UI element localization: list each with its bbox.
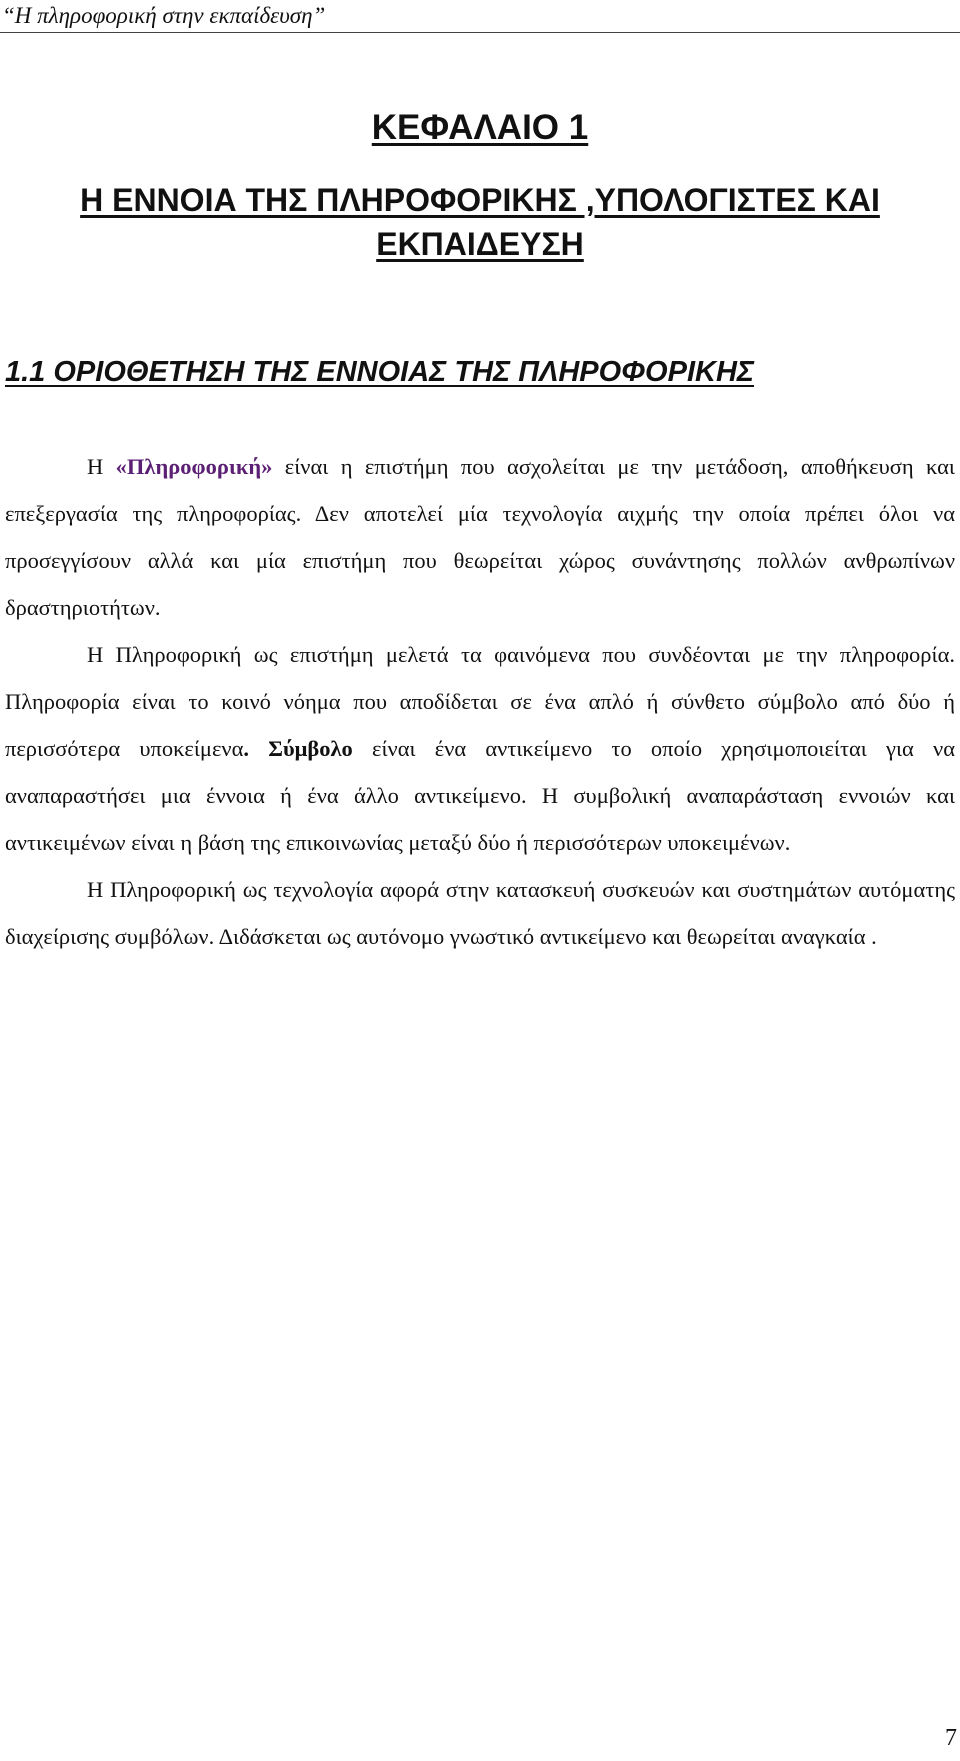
body-text [5, 443, 955, 960]
paragraph-2-bold-term: Σύμβολο [249, 736, 353, 761]
paragraph-2 [5, 631, 955, 866]
paragraph-3-text: Η Πληροφορική ως τεχνολογία αφορά στην κατασκευή συσκευών και συστημάτων αυτόματης διαχείρισης συμβόλων. Διδάσκεται ως αυτόνομο γνωστικό αντικείμενο και θεωρείται αναγκαία . [5, 877, 955, 949]
chapter-title-line-2: ΕΚΠΑΙΔΕΥΣΗ [376, 226, 584, 262]
paragraph-1-lead: Η [87, 454, 116, 479]
paragraph-2-bold-period: . [243, 736, 250, 761]
header-rule [0, 32, 960, 33]
running-header: “Η πληροφορική στην εκπαίδευση” [2, 3, 326, 28]
chapter-title [20, 178, 940, 266]
paragraph-1 [5, 443, 955, 631]
chapter-number: ΚΕΦΑΛΑΙΟ 1 [371, 108, 589, 147]
chapter-title-line-1: Η ΕΝΝΟΙΑ ΤΗΣ ΠΛΗΡΟΦΟΡΙΚΗΣ ,ΥΠΟΛΟΓΙΣΤΕΣ ΚΑΙ [80, 182, 880, 218]
paragraph-2-text-b: είναι ένα αντικείμενο το οποίο χρησιμοποιείται για να αναπαραστήσει μια έννοια ή ένα άλλο αντικείμενο. Η συμβολική αναπαράσταση εννοιών και αντικειμένων είναι η βάση της επικοινωνίας μεταξύ δύο ή περισσότερων υποκειμένων. [5, 736, 956, 855]
section-heading: 1.1 ΟΡΙΟΘΕΤΗΣΗ ΤΗΣ ΕΝΝΟΙΑΣ ΤΗΣ ΠΛΗΡΟΦΟΡΙΚΗΣ [5, 356, 755, 388]
paragraph-2-text-a: Η Πληροφορική ως επιστήμη μελετά τα φαινόμενα που συνδέονται με την πληροφορία. Πληροφορία είναι το κοινό νόημα που αποδίδεται σε ένα απλό ή σύνθετο σύμβολο από δύο ή περισσότερα υποκείμενα [5, 642, 955, 761]
paragraph-1-term: «Πληροφορική» [115, 454, 273, 479]
page-number: 7 [945, 1725, 957, 1751]
paragraph-3 [5, 866, 955, 960]
paragraph-1-text: είναι η επιστήμη που ασχολείται με την μετάδοση, αποθήκευση και επεξεργασία της πληροφορίας. Δεν αποτελεί μία τεχνολογία αιχμής την οποία πρέπει όλοι να προσεγγίσουν αλλά και μία επιστήμη που θεωρείται χώρος συνάντησης πολλών ανθρωπίνων δραστηριοτήτων. [5, 454, 955, 620]
